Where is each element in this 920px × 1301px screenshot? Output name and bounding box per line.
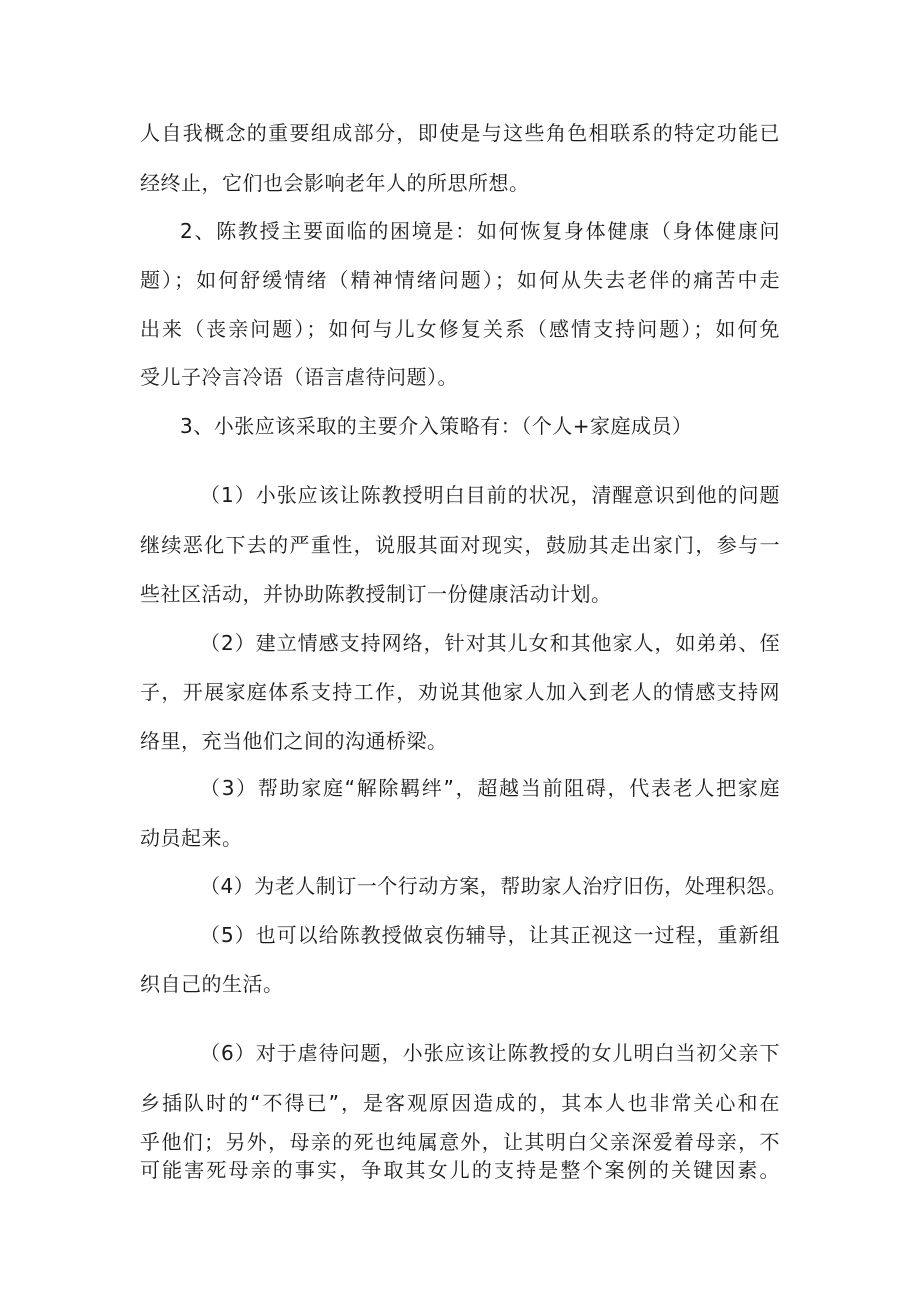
item-1-line-1: （1）小张应该让陈教授明白目前的状况，清醒意识到他的问题 <box>200 483 780 507</box>
item-6-line-4: 可能害死母亲的事实，争取其女儿的支持是整个案例的关键因素。 <box>140 1158 780 1182</box>
item-6-line-3: 乎他们；另外，母亲的死也纯属意外，让其明白父亲深爱着母亲，不 <box>140 1130 780 1154</box>
item-5-line-2: 织自己的生活。 <box>140 972 284 996</box>
item-2-line-3: 络里，充当他们之间的沟通桥梁。 <box>140 729 448 753</box>
item-6-line-1: （6）对于虐待问题，小张应该让陈教授的女儿明白当初父亲下 <box>200 1041 780 1065</box>
section-2-line-2: 题）；如何舒缓情绪（精神情绪问题）；如何从失去老伴的痛苦中走 <box>140 268 780 292</box>
item-4-line-1: （4）为老人制订一个行动方案，帮助家人治疗旧伤，处理积怨。 <box>200 874 788 898</box>
item-3-line-1: （3）帮助家庭“解除羁绊”，超越当前阻碍，代表老人把家庭 <box>200 776 780 800</box>
text-line-1: 人自我概念的重要组成部分，即使是与这些角色相联系的特定功能已 <box>140 121 780 145</box>
item-2-line-2: 子，开展家庭体系支持工作，劝说其他家人加入到老人的情感支持网 <box>140 680 780 704</box>
section-2-line-1: 2、陈教授主要面临的困境是：如何恢复身体健康（身体健康问 <box>180 219 780 243</box>
item-1-line-2: 继续恶化下去的严重性，说服其面对现实，鼓励其走出家门，参与一 <box>140 533 780 557</box>
item-3-line-2: 动员起来。 <box>140 826 243 850</box>
item-2-line-1: （2）建立情感支持网络，针对其儿女和其他家人，如弟弟、侄 <box>200 631 780 655</box>
item-1-line-3: 些社区活动，并协助陈教授制订一份健康活动计划。 <box>140 582 612 606</box>
item-6-line-2: 乡插队时的“不得已”，是客观原因造成的，其本人也非常关心和在 <box>140 1091 780 1115</box>
text-line-2: 经终止，它们也会影响老年人的所思所想。 <box>140 171 530 195</box>
section-2-line-3: 出来（丧亲问题）；如何与儿女修复关系（感情支持问题）；如何免 <box>140 317 780 341</box>
item-5-line-1: （5）也可以给陈教授做哀伤辅导，让其正视这一过程，重新组 <box>200 923 780 947</box>
section-3-heading: 3、小张应该采取的主要介入策略有：（个人+家庭成员） <box>180 414 693 438</box>
section-2-line-4: 受儿子冷言冷语（语言虐待问题）。 <box>140 365 458 389</box>
